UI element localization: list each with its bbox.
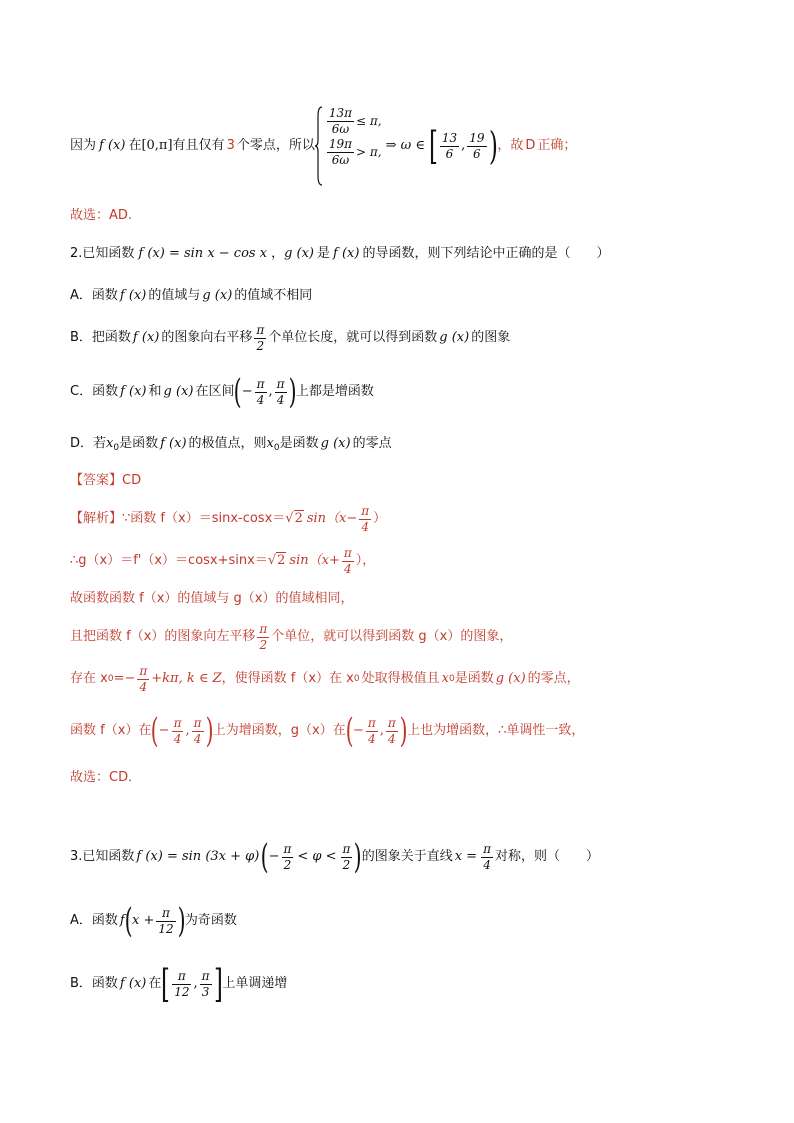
analysis-line-7: 故选：CD．	[70, 770, 142, 785]
answer-line	[70, 471, 141, 491]
prev-sys-row-1: $\frac{13\pi}{6\omega}$ ≤ π,	[328, 106, 382, 136]
q2-option-b: B．把函数 f (x) 的图象向右平移 $\frac{\pi}{2}$ 个单位长度，就可以得到函数 g (x) 的图象	[70, 322, 511, 353]
q2-option-a: A．函数 f (x) 的值域与 g (x) 的值域不相同	[70, 288, 313, 303]
prev-conclusion-1: ，故	[497, 138, 524, 153]
q3-option-b: B．函数 f (x) 在 [ $\frac{\pi}{12}$ , $\frac{\pi}{3}$ ] 上单调递增	[70, 962, 288, 1006]
q2-option-d: D．若$x_0$是函数 f (x) 的极值点，则$x_0$是函数 g (x) 的零点	[70, 436, 392, 453]
left-brace-icon	[315, 106, 323, 186]
prev-res-frac1: $\frac{13}{6}$	[441, 130, 458, 161]
prev-choose: 故选：AD.	[70, 208, 133, 223]
q3-stem: 3.已知函数 f (x) = sin (3x + φ) ( − $\frac{\pi}{2}$ < φ < $\frac{\pi}{2}$ ) 的图象关于直线 x = $\frac{\pi}{4}$ 对称，则（ ）	[70, 837, 599, 877]
q2-stem-func: f (x) = sin x − cos x	[138, 246, 268, 261]
q2-option-c: C．函数 f (x) 和 g (x) 在区间 ( − $\frac{\pi}{4}$ , $\frac{\pi}{4}$ ) 上都是增函数	[70, 372, 374, 412]
prev-in: 在	[128, 138, 142, 153]
analysis-line-1: 【解析】 ∵函数 f（x）＝sinx-cosx＝ √2 sin（x− $\frac{\pi}{4}$ ）	[70, 503, 387, 534]
prev-lead: 因为	[70, 138, 97, 153]
answer-label: 【答案】	[70, 473, 123, 488]
prev-interval: [0,π]	[141, 138, 173, 153]
prev-three: 3	[226, 138, 235, 153]
prev-zero-text: 有且仅有	[172, 138, 225, 153]
q2-stem: 2.已知函数 f (x) = sin x − cos x ，g (x) 是 f (x) 的导函数，则下列结论中正确的是（ ）	[70, 246, 610, 261]
prev-conclusion-2: 正确；	[537, 138, 577, 153]
prev-conclusion-d: D	[525, 138, 536, 153]
prev-sys-row-2: $\frac{19\pi}{6\omega}$ > π,	[328, 137, 382, 167]
prev-res-frac2: $\frac{19}{6}$	[469, 130, 485, 161]
prev-fx: f (x)	[99, 138, 126, 153]
analysis-line-3: 故函数函数 f（x）的值域与 g（x）的值域相同，	[70, 591, 354, 606]
prev-implies: ⇒ ω ∈	[385, 138, 425, 153]
analysis-line-4: 且把函数 f（x）的图象向左平移 $\frac{\pi}{2}$ 个单位，就可以得到函数 g（x）的图象，	[70, 621, 513, 652]
analysis-line-5: 存在 x 0 =− $\frac{\pi}{4}$ +kπ, k ∈ Z ，使得函数 f（x）在 x 0 处取得极值且 x 0 是函数 g (x) 的零点，	[70, 663, 580, 694]
analysis-line-6: 函数 f（x）在 ( − $\frac{\pi}{4}$ , $\frac{\pi}{4}$ ) 上为增函数，g（x）在 ( − $\frac{\pi}{4}$ , $\frac{\pi}{4}$ ) 上也为增函数，∴单调性一致，	[70, 711, 585, 751]
prev-inequality-system	[315, 106, 382, 186]
answer-value: CD	[122, 473, 142, 488]
prev-zero-text2: 个零点，所以	[236, 138, 315, 153]
prev-conclusion-line: 因为 f (x) 在 [0,π] 有且仅有 3 个零点，所以 $\frac{13\pi}{6\omega}$ ≤ π, $\frac{19\pi}{6\omega}$ > π, ⇒ ω ∈ [ $\frac{13}{6}$ , $\frac{19}{6}$ ) ，故 D 正确；	[70, 104, 576, 188]
q3-option-a: A．函数 f ( x + $\frac{\pi}{12}$ ) 为奇函数	[70, 901, 237, 941]
analysis-line-2: ∴g（x）＝f'（x）＝cosx+sinx＝ √2 sin（x+ $\frac{\pi}{4}$ ），	[70, 545, 376, 576]
